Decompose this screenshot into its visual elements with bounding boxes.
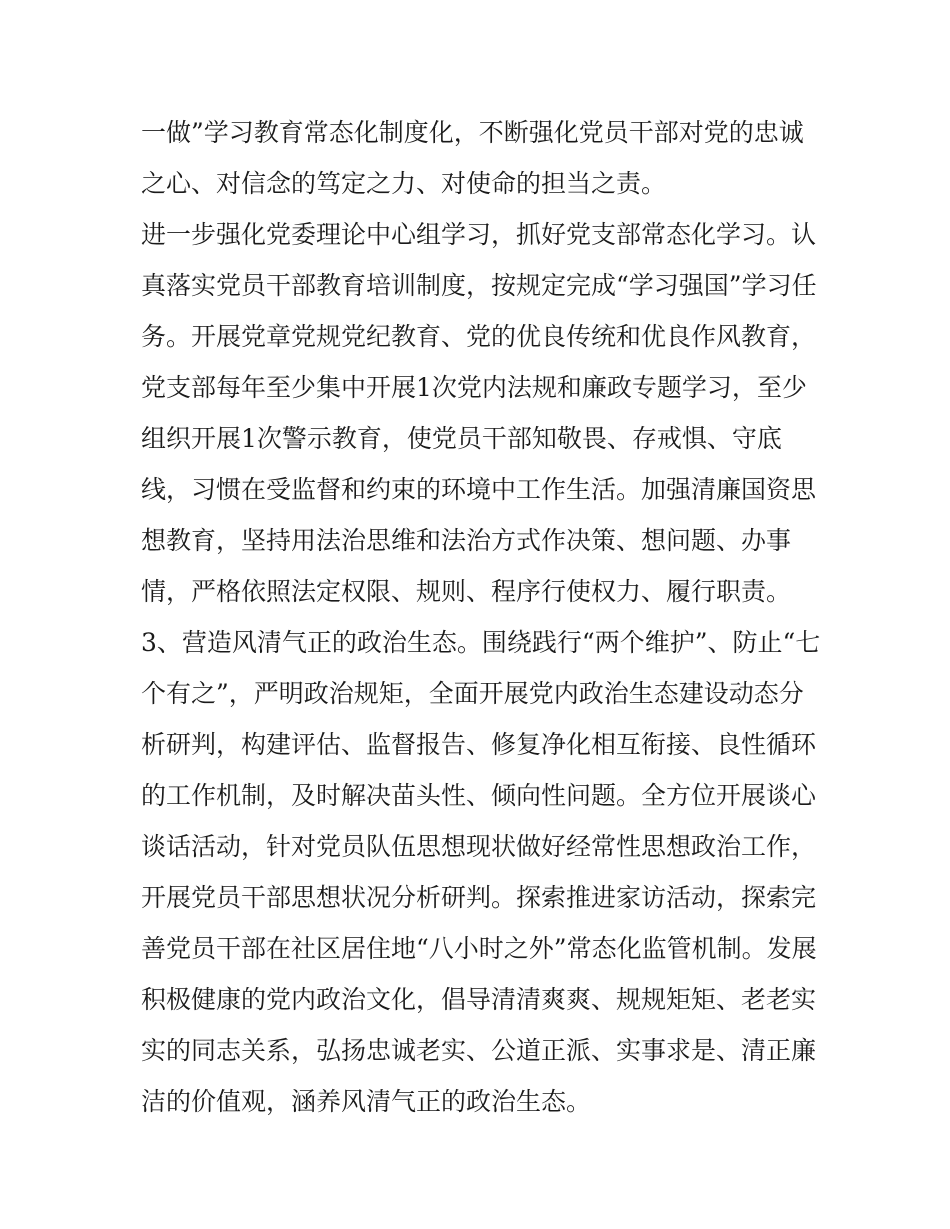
text-line: 积极健康的党内政治文化，倡导清清爽爽、规规矩矩、老老实	[141, 985, 817, 1014]
text-line: 进一步强化党委理论中心组学习，抓好党支部常态化学习。认	[141, 220, 817, 249]
text-line: 线，习惯在受监督和约束的环境中工作生活。加强清廉国资思	[141, 475, 817, 504]
text-line: 党支部每年至少集中开展1次党内法规和廉政专题学习，至少	[141, 373, 807, 402]
text-line: 一做”学习教育常态化制度化，不断强化党员干部对党的忠诚	[141, 118, 804, 147]
text-line: 善党员干部在社区居住地“八小时之外”常态化监管机制。发展	[141, 934, 817, 963]
text-line: 情，严格依照法定权限、规则、程序行使权力、履行职责。	[141, 577, 792, 606]
text-line: 组织开展1次警示教育，使党员干部知敬畏、存戒惧、守底	[141, 424, 782, 453]
text-line: 洁的价值观，涵养风清气正的政治生态。	[141, 1087, 592, 1116]
document-body	[141, 107, 831, 1127]
text-line: 真落实党员干部教育培训制度，按规定完成“学习强国”学习任	[141, 271, 817, 300]
text-line: 析研判，构建评估、监督报告、修复净化相互衔接、良性循环	[141, 730, 817, 759]
text-line: 之心、对信念的笃定之力、对使命的担当之责。	[141, 169, 667, 198]
text-line: 的工作机制，及时解决苗头性、倾向性问题。全方位开展谈心	[141, 781, 817, 810]
text-line: 个有之”，严明政治规矩，全面开展党内政治生态建设动态分	[141, 679, 804, 708]
text-line: 想教育，坚持用法治思维和法治方式作决策、想问题、办事	[141, 526, 792, 555]
text-line: 开展党员干部思想状况分析研判。探索推进家访活动，探索完	[141, 883, 817, 912]
text-line: 实的同志关系，弘扬忠诚老实、公道正派、实事求是、清正廉	[141, 1036, 817, 1065]
text-line: 谈话活动，针对党员队伍思想现状做好经常性思想政治工作，	[141, 832, 817, 861]
text-line: 务。开展党章党规党纪教育、党的优良传统和优良作风教育，	[141, 322, 817, 351]
text-line: 3、营造风清气正的政治生态。围绕践行“两个维护”、防止“七	[141, 628, 821, 657]
